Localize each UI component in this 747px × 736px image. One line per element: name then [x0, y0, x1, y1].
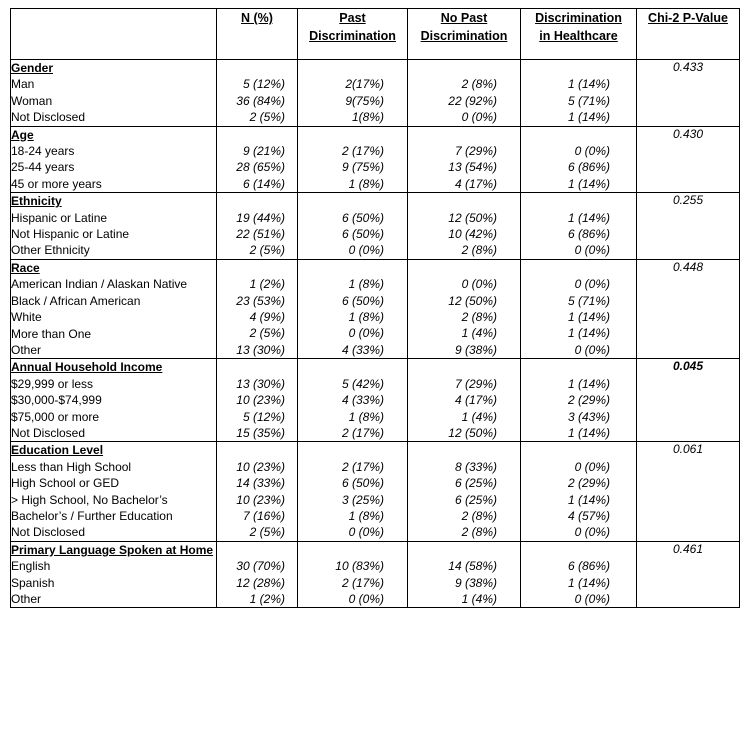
row-label: Black / African American	[11, 293, 141, 308]
no-past-discrimination-value: 10 (42%)	[448, 227, 497, 242]
header-healthcare-discrimination	[521, 9, 637, 60]
past-discrimination-value: 0 (0%)	[348, 591, 384, 606]
healthcare-discrimination-value: 3 (43%)	[567, 409, 610, 424]
past-discrimination-value: 2 (17%)	[341, 425, 384, 440]
n-pct-value: 10 (23%)	[236, 459, 285, 474]
past-discrimination-value: 3 (25%)	[341, 492, 384, 507]
n-pct-value: 5 (12%)	[242, 409, 285, 424]
header-n-pct-label: N (%)	[241, 11, 273, 25]
no-past-discrimination-value: 0 (0%)	[461, 110, 497, 125]
past-discrimination-cell	[298, 442, 408, 541]
n-pct-cell	[217, 541, 298, 608]
group-title: Gender	[11, 61, 54, 75]
n-pct-value: 10 (23%)	[236, 492, 285, 507]
past-discrimination-cell	[298, 193, 408, 260]
group-label-cell	[11, 126, 217, 193]
no-past-discrimination-value: 6 (25%)	[454, 476, 497, 491]
header-healthcare-line2: in Healthcare	[539, 29, 618, 43]
past-discrimination-value: 1 (8%)	[348, 310, 384, 325]
past-discrimination-value: 2 (17%)	[341, 144, 384, 159]
healthcare-discrimination-value: 0 (0%)	[574, 525, 610, 540]
n-pct-value: 7 (16%)	[242, 508, 285, 523]
p-value: 0.448	[672, 259, 704, 274]
header-past-discrimination	[298, 9, 408, 60]
no-past-discrimination-value: 1 (4%)	[461, 591, 497, 606]
no-past-discrimination-value: 7 (29%)	[454, 376, 497, 391]
n-pct-value: 1 (2%)	[249, 277, 285, 292]
row-label: Other	[11, 592, 42, 606]
healthcare-discrimination-value: 0 (0%)	[574, 277, 610, 292]
healthcare-discrimination-value: 1 (14%)	[567, 326, 610, 341]
no-past-discrimination-cell	[408, 541, 521, 608]
n-pct-value: 2 (5%)	[249, 110, 285, 125]
group-row	[11, 126, 740, 193]
row-label: Not Hispanic or Latine	[11, 227, 130, 242]
row-label: Not Disclosed	[11, 110, 86, 125]
healthcare-discrimination-value: 1 (14%)	[567, 77, 610, 92]
no-past-discrimination-value: 9 (38%)	[454, 342, 497, 357]
no-past-discrimination-cell	[408, 442, 521, 541]
past-discrimination-value: 2 (17%)	[341, 575, 384, 590]
row-label: 45 or more years	[11, 176, 102, 191]
healthcare-discrimination-value: 1 (14%)	[567, 575, 610, 590]
n-pct-cell	[217, 60, 298, 127]
row-label: $29,999 or less	[11, 376, 94, 391]
no-past-discrimination-cell	[408, 126, 521, 193]
past-discrimination-value: 6 (50%)	[341, 293, 384, 308]
no-past-discrimination-cell	[408, 193, 521, 260]
p-value-cell	[637, 193, 740, 260]
no-past-discrimination-value: 7 (29%)	[454, 144, 497, 159]
no-past-discrimination-value: 13 (54%)	[448, 160, 497, 175]
n-pct-value: 13 (30%)	[236, 342, 285, 357]
n-pct-cell	[217, 442, 298, 541]
p-value-cell	[637, 442, 740, 541]
header-no-past-line1: No Past	[440, 11, 488, 25]
group-title: Age	[11, 127, 34, 142]
row-label: Spanish	[11, 575, 55, 590]
group-title: Ethnicity	[11, 194, 62, 209]
healthcare-discrimination-value: 6 (86%)	[567, 559, 610, 574]
healthcare-discrimination-value: 2 (29%)	[567, 476, 610, 491]
healthcare-discrimination-cell	[521, 60, 637, 127]
n-pct-value: 4 (9%)	[249, 310, 285, 325]
header-past-line1: Past	[339, 11, 366, 25]
row-label: High School or GED	[11, 476, 120, 491]
header-row	[11, 9, 740, 60]
p-value: 0.045	[672, 359, 704, 374]
row-label: Woman	[11, 93, 53, 108]
past-discrimination-value: 6 (50%)	[341, 476, 384, 491]
no-past-discrimination-value: 0 (0%)	[461, 277, 497, 292]
no-past-discrimination-value: 1 (4%)	[461, 409, 497, 424]
no-past-discrimination-value: 12 (50%)	[448, 425, 497, 440]
n-pct-value: 12 (28%)	[236, 575, 285, 590]
healthcare-discrimination-value: 0 (0%)	[574, 243, 610, 258]
group-label-cell	[11, 259, 217, 358]
healthcare-discrimination-cell	[521, 359, 637, 442]
n-pct-cell	[217, 126, 298, 193]
healthcare-discrimination-value: 1 (14%)	[567, 176, 610, 191]
p-value-cell	[637, 126, 740, 193]
n-pct-value: 14 (33%)	[236, 476, 285, 491]
header-n-pct	[217, 9, 298, 60]
n-pct-cell	[217, 259, 298, 358]
no-past-discrimination-value: 2 (8%)	[461, 77, 497, 92]
row-label: Less than High School	[11, 459, 132, 474]
n-pct-value: 36 (84%)	[236, 93, 285, 108]
no-past-discrimination-value: 8 (33%)	[454, 459, 497, 474]
no-past-discrimination-value: 1 (4%)	[461, 326, 497, 341]
header-healthcare-line1: Discrimination	[535, 11, 622, 25]
past-discrimination-cell	[298, 541, 408, 608]
row-label: More than One	[11, 326, 92, 341]
group-title: Primary Language Spoken at Home	[11, 542, 214, 557]
past-discrimination-value: 9 (75%)	[341, 160, 384, 175]
healthcare-discrimination-value: 5 (71%)	[567, 293, 610, 308]
past-discrimination-value: 6 (50%)	[341, 227, 384, 242]
past-discrimination-cell	[298, 359, 408, 442]
no-past-discrimination-value: 14 (58%)	[448, 559, 497, 574]
no-past-discrimination-value: 2 (8%)	[461, 525, 497, 540]
p-value-cell	[637, 259, 740, 358]
no-past-discrimination-value: 2 (8%)	[461, 310, 497, 325]
group-title: Annual Household Income	[11, 360, 163, 375]
row-label: $75,000 or more	[11, 409, 100, 424]
header-past-line2: Discrimination	[309, 29, 396, 43]
healthcare-discrimination-value: 0 (0%)	[574, 459, 610, 474]
healthcare-discrimination-cell	[521, 126, 637, 193]
healthcare-discrimination-cell	[521, 442, 637, 541]
header-chi2-p-value	[637, 9, 740, 60]
n-pct-value: 22 (51%)	[236, 227, 285, 242]
past-discrimination-cell	[298, 126, 408, 193]
no-past-discrimination-cell	[408, 60, 521, 127]
group-label-cell	[11, 541, 217, 608]
no-past-discrimination-value: 12 (50%)	[448, 293, 497, 308]
group-label-cell	[11, 193, 217, 260]
row-label: English	[11, 559, 51, 574]
healthcare-discrimination-value: 1 (14%)	[567, 310, 610, 325]
past-discrimination-value: 6 (50%)	[341, 210, 384, 225]
healthcare-discrimination-value: 0 (0%)	[574, 342, 610, 357]
past-discrimination-value: 1 (8%)	[348, 508, 384, 523]
row-label: Bachelor’s / Further Education	[11, 508, 173, 523]
past-discrimination-value: 10 (83%)	[335, 559, 384, 574]
group-title: Education Level	[11, 443, 104, 458]
n-pct-value: 9 (21%)	[242, 144, 285, 159]
row-label: Other	[11, 342, 42, 357]
n-pct-value: 2 (5%)	[249, 243, 285, 258]
row-label: Hispanic or Latine	[11, 210, 108, 225]
no-past-discrimination-cell	[408, 259, 521, 358]
group-label-cell	[11, 60, 217, 127]
past-discrimination-value: 2 (17%)	[341, 459, 384, 474]
healthcare-discrimination-value: 1 (14%)	[567, 110, 610, 125]
past-discrimination-value: 1 (8%)	[348, 277, 384, 292]
row-label: Man	[11, 77, 35, 92]
healthcare-discrimination-cell	[521, 193, 637, 260]
n-pct-value: 23 (53%)	[236, 293, 285, 308]
n-pct-value: 19 (44%)	[236, 210, 285, 225]
n-pct-value: 2 (5%)	[249, 326, 285, 341]
healthcare-discrimination-value: 4 (57%)	[567, 508, 610, 523]
group-row	[11, 359, 740, 442]
row-label: $30,000-$74,999	[11, 393, 102, 408]
n-pct-value: 15 (35%)	[236, 425, 285, 440]
no-past-discrimination-value: 4 (17%)	[454, 176, 497, 191]
n-pct-cell	[217, 359, 298, 442]
healthcare-discrimination-value: 0 (0%)	[574, 144, 610, 159]
row-label: American Indian / Alaskan Native	[11, 277, 188, 292]
past-discrimination-value: 4 (33%)	[341, 393, 384, 408]
healthcare-discrimination-value: 6 (86%)	[567, 160, 610, 175]
healthcare-discrimination-value: 1 (14%)	[567, 376, 610, 391]
n-pct-value: 30 (70%)	[236, 559, 285, 574]
n-pct-value: 2 (5%)	[249, 525, 285, 540]
row-label: Not Disclosed	[11, 525, 86, 540]
n-pct-value: 28 (65%)	[236, 160, 285, 175]
healthcare-discrimination-value: 0 (0%)	[574, 591, 610, 606]
no-past-discrimination-value: 6 (25%)	[454, 492, 497, 507]
past-discrimination-value: 0 (0%)	[348, 243, 384, 258]
p-value-cell	[637, 359, 740, 442]
row-label: Other Ethnicity	[11, 243, 90, 258]
healthcare-discrimination-value: 5 (71%)	[567, 93, 610, 108]
group-row	[11, 442, 740, 541]
past-discrimination-value: 1 (8%)	[348, 409, 384, 424]
no-past-discrimination-value: 22 (92%)	[448, 93, 497, 108]
row-label: White	[11, 310, 42, 325]
healthcare-discrimination-cell	[521, 541, 637, 608]
past-discrimination-value: 1(8%)	[351, 110, 384, 125]
p-value-cell	[637, 60, 740, 127]
n-pct-value: 1 (2%)	[249, 591, 285, 606]
row-label: 18-24 years	[11, 144, 75, 159]
p-value: 0.430	[672, 126, 704, 141]
n-pct-value: 5 (12%)	[242, 77, 285, 92]
p-value: 0.433	[672, 60, 704, 74]
healthcare-discrimination-value: 6 (86%)	[567, 227, 610, 242]
p-value: 0.255	[672, 193, 704, 208]
n-pct-value: 10 (23%)	[236, 393, 285, 408]
p-value-cell	[637, 541, 740, 608]
header-no-past-discrimination	[408, 9, 521, 60]
header-chi2-label: Chi-2 P-Value	[648, 11, 728, 25]
healthcare-discrimination-cell	[521, 259, 637, 358]
group-row	[11, 193, 740, 260]
healthcare-discrimination-value: 1 (14%)	[567, 210, 610, 225]
group-row	[11, 259, 740, 358]
past-discrimination-value: 2(17%)	[345, 77, 384, 92]
no-past-discrimination-value: 9 (38%)	[454, 575, 497, 590]
p-value: 0.061	[672, 442, 704, 457]
past-discrimination-value: 4 (33%)	[341, 342, 384, 357]
past-discrimination-cell	[298, 60, 408, 127]
p-value: 0.461	[672, 541, 704, 556]
group-row	[11, 60, 740, 127]
group-label-cell	[11, 359, 217, 442]
group-row	[11, 541, 740, 608]
n-pct-value: 13 (30%)	[236, 376, 285, 391]
past-discrimination-value: 0 (0%)	[348, 326, 384, 341]
past-discrimination-value: 9(75%)	[345, 93, 384, 108]
no-past-discrimination-value: 12 (50%)	[448, 210, 497, 225]
past-discrimination-value: 1 (8%)	[348, 176, 384, 191]
no-past-discrimination-value: 2 (8%)	[461, 508, 497, 523]
no-past-discrimination-cell	[408, 359, 521, 442]
past-discrimination-cell	[298, 259, 408, 358]
n-pct-cell	[217, 193, 298, 260]
n-pct-value: 6 (14%)	[242, 176, 285, 191]
header-no-past-line2: Discrimination	[420, 29, 508, 43]
row-label: 25-44 years	[11, 160, 75, 175]
healthcare-discrimination-value: 1 (14%)	[567, 492, 610, 507]
past-discrimination-value: 5 (42%)	[341, 376, 384, 391]
header-blank	[11, 9, 217, 60]
healthcare-discrimination-value: 1 (14%)	[567, 425, 610, 440]
group-title: Race	[11, 260, 40, 275]
no-past-discrimination-value: 4 (17%)	[454, 393, 497, 408]
group-label-cell	[11, 442, 217, 541]
row-label: Not Disclosed	[11, 425, 86, 440]
demographics-table	[10, 8, 740, 608]
no-past-discrimination-value: 2 (8%)	[461, 243, 497, 258]
healthcare-discrimination-value: 2 (29%)	[567, 393, 610, 408]
row-label: > High School, No Bachelor’s	[11, 492, 168, 507]
past-discrimination-value: 0 (0%)	[348, 525, 384, 540]
